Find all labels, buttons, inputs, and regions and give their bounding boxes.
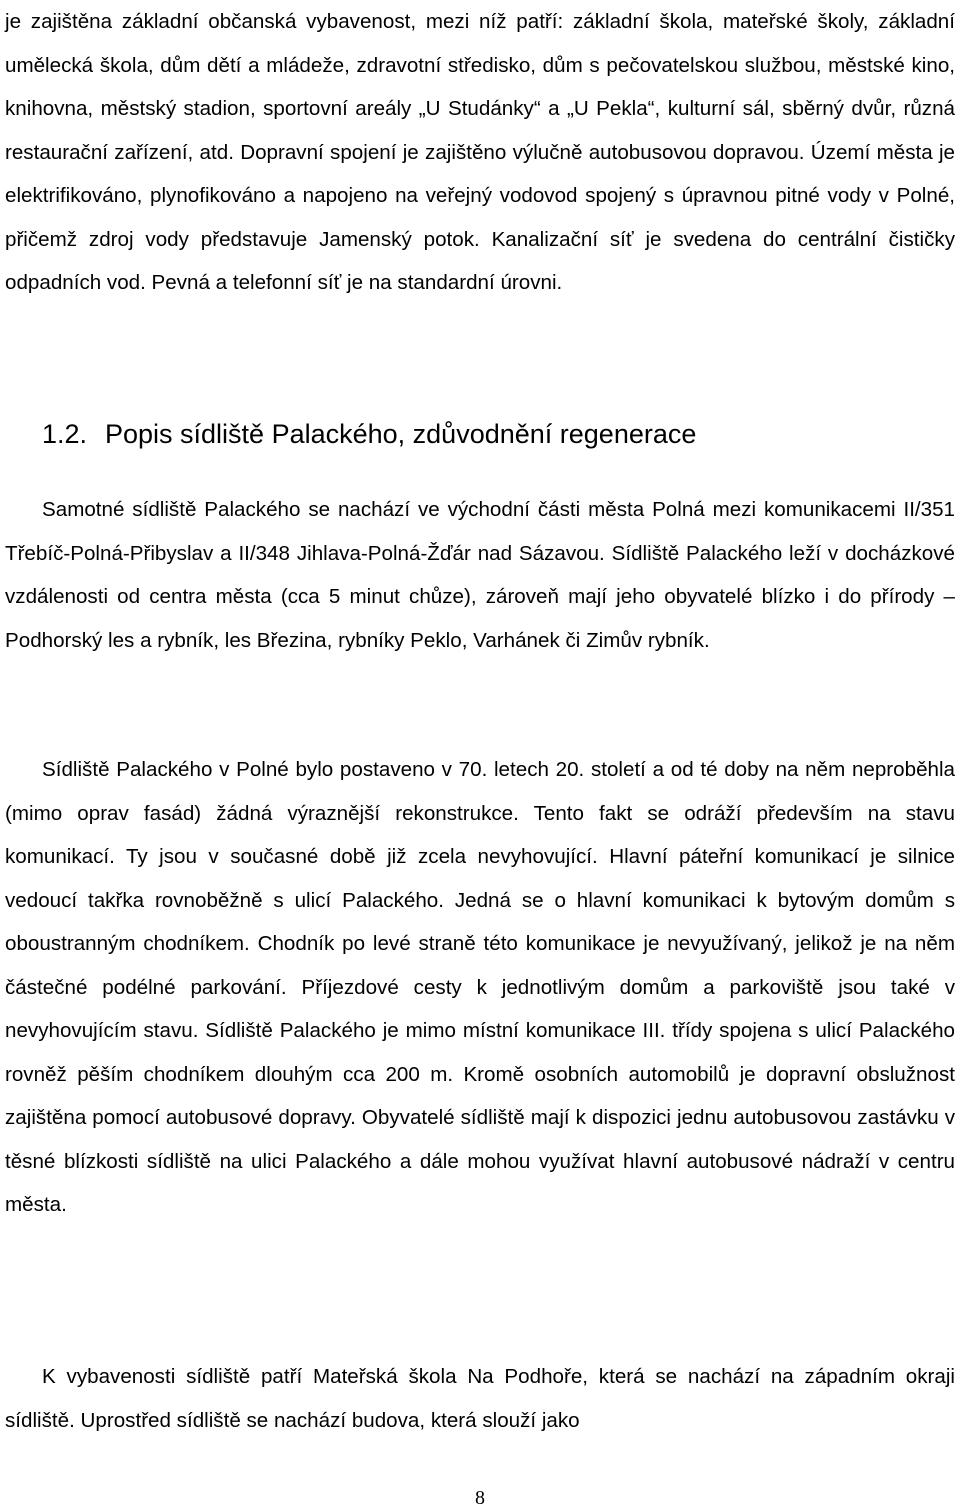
section-number: 1.2. bbox=[42, 419, 88, 449]
amenities-paragraph: K vybavenosti sídliště patří Mateřská škola Na Podhoře, která se nachází na západním okraji sídliště. Uprostřed sídliště se nachází budova, která slouží jako bbox=[5, 1365, 955, 1432]
section-title: Popis sídliště Palackého, zdůvodnění regenerace bbox=[105, 419, 697, 449]
intro-paragraph: je zajištěna základní občanská vybavenost, mezi níž patří: základní škola, mateřské školy, základní umělecká škola, dům dětí a mládeže, zdravotní středisko, dům s pečovatelskou službou, městské kino, knihovna, městský stadion, sportovní areály „U Studánky“ a „U Pekla“, kulturní sál, sběrný dvůr, různá restaurační zařízení, atd. Dopravní spojení je zajištěno výlučně autobusovou dopravou. Území města je elektrifikováno, plynofikováno a napojeno na veřejný vodovod spojený s úpravnou pitné vody v Polné, přičemž zdroj vody představuje Jamenský potok. Kanalizační síť je svedena do centrální čističky odpadních vod. Pevná a telefonní síť je na standardní úrovni. bbox=[5, 10, 955, 294]
history-paragraph: Sídliště Palackého v Polné bylo postaveno v 70. letech 20. století a od té doby na něm neproběhla (mimo oprav fasád) žádná výraznější rekonstrukce. Tento fakt se odráží především na stavu komunikací. Ty jsou v současné době již zcela nevyhovující. Hlavní páteřní komunikací je silnice vedoucí takřka rovnoběžně s ulicí Palackého. Jedná se o hlavní komunikaci k bytovým domům s oboustranným chodníkem. Chodník po levé straně této komunikace je nevyužívaný, jelikož je na něm částečné podélné parkování. Příjezdové cesty k jednotlivým domům a parkoviště jsou také v nevyhovujícím stavu. Sídliště Palackého je mimo místní komunikace III. třídy spojena s ulicí Palackého rovněž pěším chodníkem dlouhým cca 200 m. Kromě osobních automobilů je dopravní obslužnost zajištěna pomocí autobusové dopravy. Obyvatelé sídliště mají k dispozici jednu autobusovou zastávku v těsné blízkosti sídliště na ulici Palackého a dále mohou využívat hlavní autobusové nádraží v centru města. bbox=[5, 758, 955, 1216]
section-heading bbox=[42, 416, 696, 452]
page-number: 8 bbox=[475, 1487, 485, 1509]
location-paragraph: Samotné sídliště Palackého se nachází ve východní části města Polná mezi komunikacemi II/351 Třebíč-Polná-Přibyslav a II/348 Jihlava-Polná-Žďár nad Sázavou. Sídliště Palackého leží v docházkové vzdálenosti od centra města (cca 5 minut chůze), zároveň mají jeho obyvatelé blízko i do přírody – Podhorský les a rybník, les Březina, rybníky Peklo, Varhánek či Zimův rybník. bbox=[5, 498, 955, 652]
